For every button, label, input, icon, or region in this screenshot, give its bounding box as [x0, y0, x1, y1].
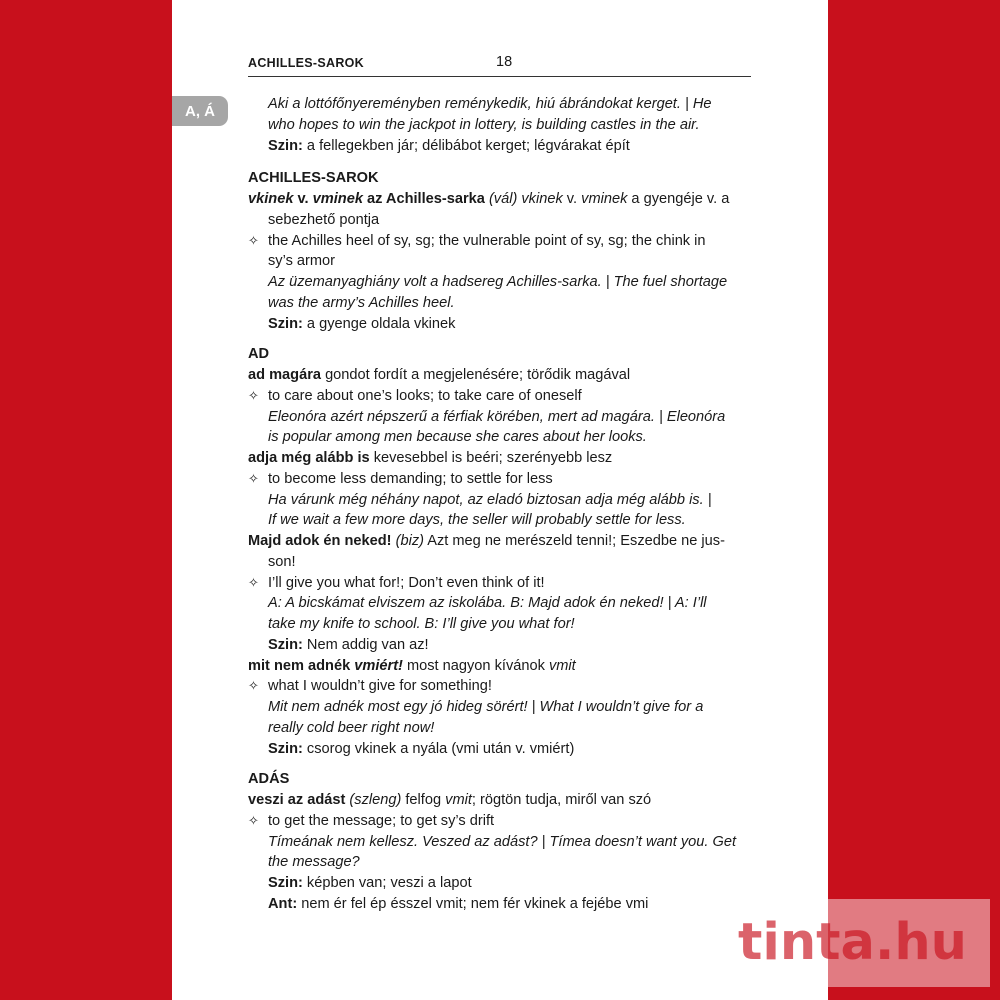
example-line: Az üzemanyaghiány volt a hadsereg Achilles-sarka. | The fuel shortage	[268, 274, 728, 290]
idiom-term: vmiért!	[354, 657, 403, 674]
example-line: A: A bicskámat elviszem az iskolába. B: Majd adok én neked! | A: I’ll	[268, 595, 707, 612]
translation-text: the Achilles heel of sy, sg; the vulnerable point of sy, sg; the chink in	[268, 232, 706, 249]
translation-text: to become less demanding; to settle for less	[268, 470, 553, 487]
translation-star-icon: ✧	[248, 388, 259, 404]
idiom-line	[248, 189, 751, 210]
example-line: Tímeának nem kellesz. Veszed az adást? | Tímea doesn’t want you. Get	[268, 833, 737, 850]
translation-line	[248, 386, 751, 407]
synonym-label: Szin:	[268, 740, 303, 757]
synonym-label: Szin:	[268, 315, 303, 332]
dictionary-page	[172, 0, 828, 1000]
idiom-line	[248, 790, 751, 811]
example-line: Mit nem adnék most egy jó hideg sörért! | What I wouldn’t give for a	[268, 699, 704, 715]
example-line: really cold beer right now!	[268, 719, 435, 736]
synonym-label: Szin:	[268, 636, 303, 653]
definition-text: most nagyon kívánok	[402, 657, 549, 674]
translation-text: to care about one’s looks; to take care of oneself	[268, 387, 582, 404]
idiom-term: mit nem adnék	[248, 657, 355, 674]
idiom-term: Majd adok én neked!	[248, 533, 392, 549]
synonym-text: képben van; veszi a lapot	[302, 875, 472, 891]
example-line: Ha várunk még néhány napot, az eladó biztosan adja még alább is. |	[268, 491, 712, 508]
idiom-term: vminek	[312, 191, 363, 207]
idiom-term: vkinek	[248, 191, 294, 207]
translation-line	[248, 231, 751, 252]
example-line: Aki a lottófőnyereményben reménykedik, hiú ábrándokat kerget. | He	[268, 96, 712, 112]
translation-star-icon: ✧	[248, 575, 259, 591]
definition-text: vmit	[548, 657, 576, 674]
synonym-text: Nem addig van az!	[302, 636, 429, 653]
idiom-term: az Achilles-sarka	[362, 191, 485, 207]
definition-text: vmit	[445, 792, 472, 808]
watermark-logo: tinta.hu	[738, 913, 967, 972]
entry-heading: ACHILLES-SAROK	[248, 170, 379, 187]
antonym-text: nem ér fel ép ésszel vmit; nem fér vkinek a fejébe vmi	[297, 895, 649, 912]
synonym-label: Szin:	[268, 875, 303, 891]
definition-text: kevesebbel is beéri; szerényebb lesz	[369, 450, 613, 466]
synonym-line	[248, 635, 751, 656]
idiom-line	[248, 531, 751, 552]
idiom-term: ad magára	[248, 367, 322, 383]
example-line: If we wait a few more days, the seller will probably settle for less.	[268, 512, 686, 529]
register-label: (szleng)	[345, 792, 402, 808]
definition-text: Azt meg ne merészeld tenni!; Eszedbe ne jus-	[423, 533, 725, 549]
alphabet-thumb-tab: A, Á	[172, 96, 228, 126]
definition-line: son!	[268, 553, 296, 570]
definition-line: sebezhető pontja	[268, 211, 380, 228]
synonym-text: a gyenge oldala vkinek	[302, 315, 456, 332]
synonym-line	[248, 314, 751, 335]
synonym-text: csorog vkinek a nyála (vmi után v. vmiért)	[302, 740, 575, 757]
translation-star-icon: ✧	[248, 233, 259, 249]
idiom-term: adja még alább is	[248, 450, 370, 466]
translation-line	[248, 469, 751, 490]
example-line: who hopes to win the jackpot in lottery, is building castles in the air.	[268, 116, 700, 133]
definition-text: vminek	[581, 191, 628, 207]
synonym-line	[248, 136, 751, 157]
antonym-label: Ant:	[268, 895, 298, 912]
running-head	[248, 54, 751, 77]
idiom-line	[248, 448, 751, 469]
translation-line	[248, 676, 751, 697]
watermark	[728, 899, 990, 987]
idiom-line	[248, 365, 751, 386]
example-line: is popular among men because she cares about her looks.	[268, 429, 647, 446]
translation-star-icon: ✧	[248, 679, 259, 695]
register-label: (vál)	[484, 191, 522, 207]
translation-line	[248, 811, 751, 832]
synonym-line	[248, 739, 751, 760]
translation-star-icon: ✧	[248, 471, 259, 487]
entry-heading: ADÁS	[248, 771, 290, 788]
example-line: was the army’s Achilles heel.	[268, 294, 455, 311]
example-line: the message?	[268, 854, 360, 871]
definition-text: vkinek	[521, 191, 563, 207]
definition-text: a gyengéje v. a	[627, 191, 730, 207]
synonym-line	[248, 873, 751, 894]
running-head-title: ACHILLES-SAROK	[248, 56, 365, 70]
translation-text: to get the message; to get sy’s drift	[268, 812, 495, 829]
page-number: 18	[496, 54, 513, 70]
register-label: (biz)	[391, 533, 424, 549]
synonym-label: Szin:	[268, 137, 303, 154]
idiom-line	[248, 656, 751, 677]
definition-text: ; rögtön tudja, miről van szó	[471, 792, 652, 808]
translation-star-icon: ✧	[248, 813, 259, 829]
example-line: take my knife to school. B: I’ll give you what for!	[268, 616, 575, 632]
translation-text: what I wouldn’t give for something!	[268, 678, 492, 695]
example-line: Eleonóra azért népszerű a férfiak körében, mert ad magára. | Eleonóra	[268, 408, 726, 425]
translation-line: sy’s armor	[268, 253, 336, 270]
idiom-term: veszi az adást	[248, 792, 346, 808]
synonym-text: a fellegekben jár; délibábot kerget; légvárakat épít	[302, 137, 630, 154]
translation-line	[248, 573, 751, 594]
dictionary-content	[248, 94, 751, 915]
definition-text: felfog	[401, 792, 446, 808]
antonym-line	[248, 894, 751, 915]
idiom-term: v.	[293, 191, 313, 207]
definition-text: v.	[562, 191, 582, 207]
entry-heading: AD	[248, 346, 270, 363]
definition-text: gondot fordít a megjelenésére; törődik magával	[321, 367, 631, 383]
translation-text: I’ll give you what for!; Don’t even think of it!	[268, 574, 545, 591]
